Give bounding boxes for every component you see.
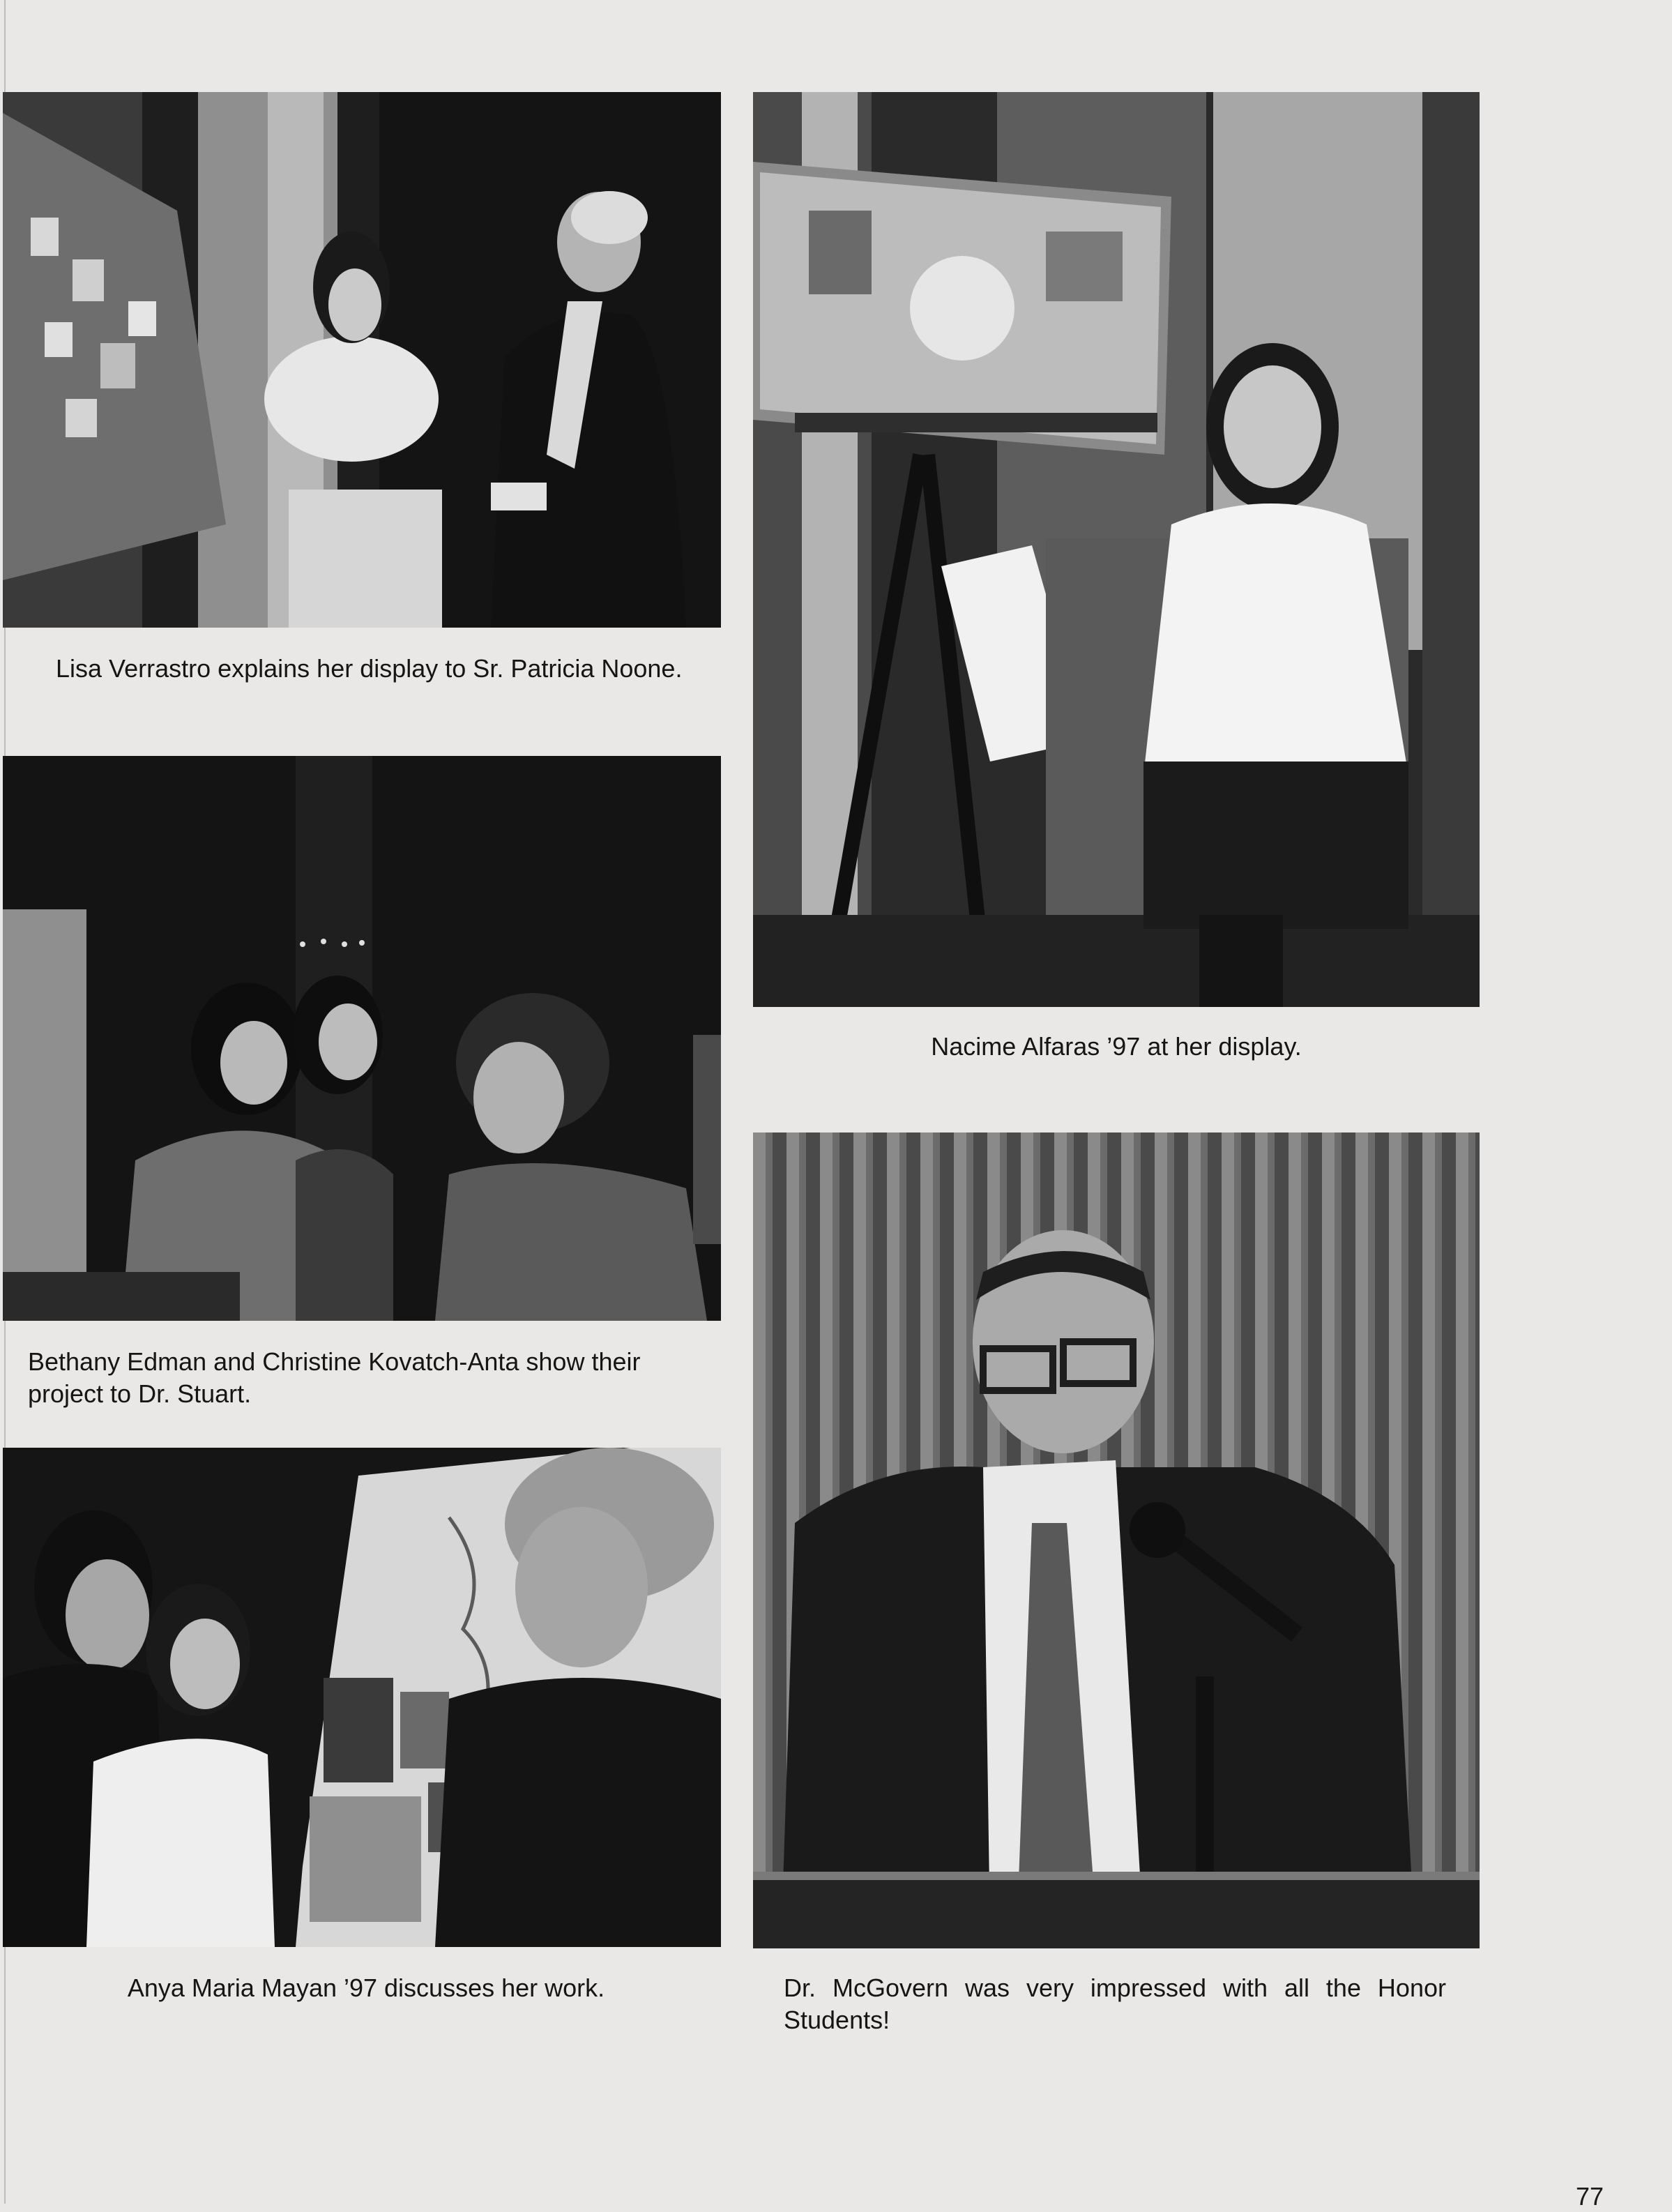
caption-dr-mcgovern: Dr. McGovern was very impressed with all the Honor Students!	[784, 1974, 1446, 2034]
caption-lisa-verrastro: Lisa Verrastro explains her display to Sr. Patricia Noone.	[56, 654, 683, 683]
caption-bethany-christine: Bethany Edman and Christine Kovatch-Anta show their project to Dr. Stuart.	[28, 1347, 641, 1408]
photo-lisa-verrastro	[3, 92, 721, 628]
photo-dr-mcgovern	[753, 1132, 1480, 1948]
photo-nacime-alfaras	[753, 92, 1480, 1007]
caption-anya-maria-mayan: Anya Maria Mayan ’97 discusses her work.	[127, 1974, 605, 2002]
photo-anya-maria-mayan	[3, 1448, 721, 1947]
page-number: 77	[1575, 2182, 1604, 2211]
photo-bethany-christine	[3, 756, 721, 1321]
caption-nacime-alfaras: Nacime Alfaras ’97 at her display.	[931, 1032, 1302, 1061]
